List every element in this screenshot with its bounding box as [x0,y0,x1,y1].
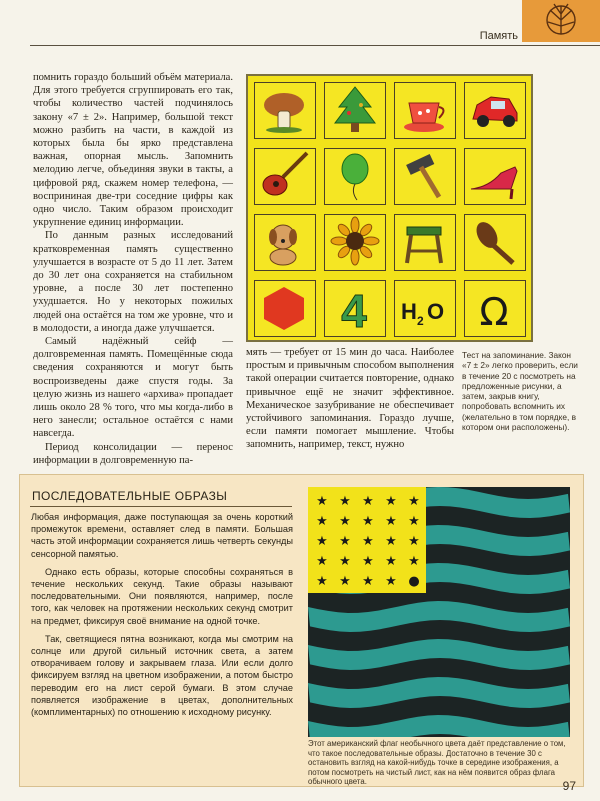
flag-star: ● [408,574,420,589]
toy-car-icon [464,82,526,139]
flag-star: ★ [385,494,397,509]
right-column [246,346,454,452]
header-rule [30,45,600,46]
omega-text: Ω [479,290,509,334]
flag-star: ★ [316,534,328,549]
flag-star: ★ [408,534,420,549]
paragraph: Период консолидации — перенос информации в долговременную па- [33,441,233,466]
flag-star: ★ [362,514,374,529]
flag-star: ★ [362,534,374,549]
flag-star: ★ [362,554,374,569]
formula-h: H [401,299,417,324]
omega-icon [464,280,526,337]
brain-emblem-icon [547,4,575,34]
high-heel-shoe-icon [464,148,526,205]
formula-2: 2 [417,314,424,328]
hexagon-icon [254,280,316,337]
section-title: Память [479,30,518,42]
water-formula-icon [394,280,456,337]
teacup-icon [394,82,456,139]
memory-test-grid [246,74,533,342]
chapter-corner-emblem [522,0,600,42]
flag-star: ★ [339,574,351,589]
number-four-text: 4 [341,285,367,335]
hairbrush-icon [464,214,526,271]
paragraph: Так, светящиеся пятна возникают, когда мы смотрим на солнце или другой сильный источник света, а затем отворачиваем голову и закрываем глаза. Или если долго фиксируем взгляд на цветном изображении, а потом быстро переводим его на лист серой бумаги. В этом случае появляется изображение в цветах, дополнительных (комплиментарных) по отношению к исходному рисунку. [31,633,293,718]
sidebar-box [19,474,584,787]
page-number: 97 [562,779,576,793]
flag-star: ★ [316,574,328,589]
box-title-rule [30,506,292,507]
mushroom-icon [254,82,316,139]
flag-star: ★ [316,554,328,569]
inverted-flag-image [308,487,570,737]
balloon-icon [324,148,386,205]
paragraph: По данным разных исследований кратковременная память существенно улучшается в возрасте от 5 до 11 лет. Затем до 30 лет она сохраняется на стабильном уровне, а после 30 лет постепенно ухудшается. Но у некоторых пожилых людей она остаётся на том же уровне, что и в молодости, а иногда даже улучшается. [33,230,233,334]
paragraph: Однако есть образы, которые способны сохраняться в течение нескольких секунд. Такие образы называют последовательными. Они появляются, например, после того, как человек на протяжении нескольких секунд смотрит на предмет, фиксируя своё внимание на одной точке. [31,566,293,626]
box-title: ПОСЛЕДОВАТЕЛЬНЫЕ ОБРАЗЫ [32,489,228,503]
flag-star: ★ [339,554,351,569]
formula-o: O [427,299,445,324]
paragraph: мять — требует от 15 мин до часа. Наиболее простым и привычным способом выполнения такой операции считается повторение, однако привычное ещё не значит эффективное. Механическое зазубривание не обеспечивает устойчивого запоминания. Гораздо лучше, если памяти помогает мышление. Чтобы запомнить, например, текст, нужно [246,347,454,451]
flag-star: ★ [316,494,328,509]
flag-caption: Этот американский флаг необычного цвета даёт представление о том, что такое последовательные образы. Достаточно в течение 30 с остановить взгляд на какой-нибудь точке в середине изображения, а потом посмотреть на чистый лист, как на нём появится образ флага обычного цвета. [308,739,566,787]
paragraph: помнить гораздо больший объём материала. Для этого требуется сгруппировать его так, чтобы количество частей подчинялось закону «7 ± 2». Например, большой текст можно разбить на части, в каждой из которых была бы ярко представлена важная, опорная мысль. Запомнить мелодию легче, объединяя звуки в такты, а цифровой ряд, скажем номер телефона, — восприниная две-три соседние цифры как одно число. Таким образом происходит укрупнение единиц информации. [33,72,233,229]
flag-star: ★ [385,514,397,529]
flag-star: ★ [408,514,420,529]
flag-star: ★ [408,554,420,569]
flag-star: ★ [408,494,420,509]
flag-star: ★ [385,554,397,569]
fir-tree-icon [324,82,386,139]
memory-test-caption: Тест на запоминание. Закон «7 ± 2» легко проверить, если в течение 20 с посмотреть на предложенные рисунки, а затем, закрыв книгу, попробовать вспомнить их (желательно в том порядке, в котором они расположены). [462,350,578,433]
left-column [33,71,233,467]
number-four-icon [324,280,386,337]
flag-star: ★ [385,574,397,589]
flag-star: ★ [316,514,328,529]
flag-star: ★ [339,494,351,509]
hammer-icon [394,148,456,205]
guitar-icon [254,148,316,205]
sunflower-icon [324,214,386,271]
paragraph: Любая информация, даже поступающая за очень короткий промежуток времени, оставляет след в памяти. Большая часть этой информации сохраняется лишь четверть секунды сенсорной памятью. [31,512,293,559]
flag-star: ★ [362,494,374,509]
flag-star: ★ [339,514,351,529]
puppy-icon [254,214,316,271]
flag-star: ★ [362,574,374,589]
stool-icon [394,214,456,271]
flag-star: ★ [339,534,351,549]
paragraph: Самый надёжный сейф — долговременная память. Помещённые сюда сведения сохраняются и могут быть воспроизведены даже спустя годы. За целую жизнь из нашего «архива» пропадает лишь около 28 % того, что мы когда-либо в него занесли; остальное остаётся с нами навсегда. [33,336,233,440]
box-text [31,511,293,724]
flag-star: ★ [385,534,397,549]
